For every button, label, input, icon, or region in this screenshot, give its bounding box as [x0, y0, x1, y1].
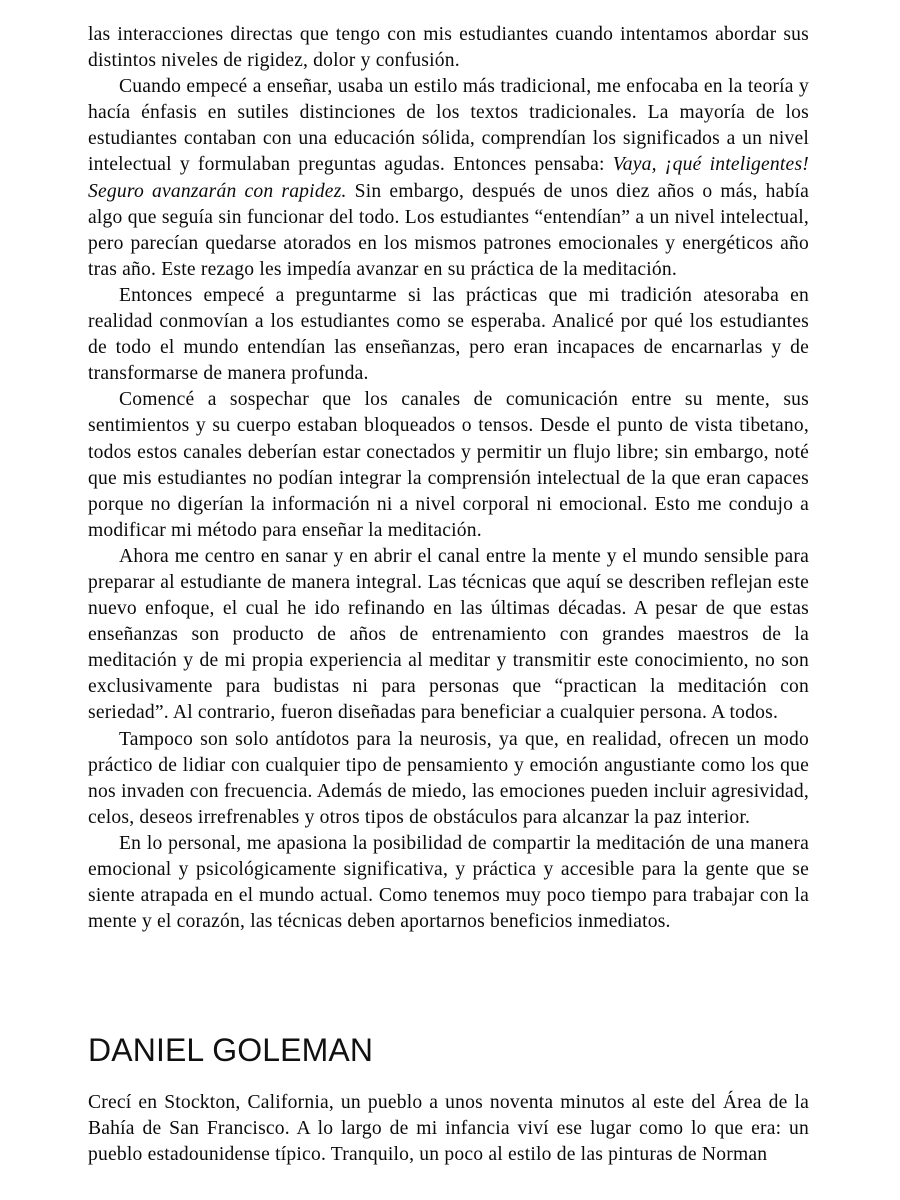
paragraph [88, 831, 809, 935]
paragraph [88, 1090, 809, 1168]
text-run: Tampoco son solo antídotos para la neurosis, ya que, en realidad, ofrecen un modo práctico de lidiar con cualquier tipo de pensamiento y emoción angustiante como los que nos invaden con frecuencia. Además de miedo, las emociones pueden incluir agresividad, celos, deseos irrefrenables y otros tipos de obstáculos para alcanzar la paz interior. [88, 728, 809, 828]
section-heading-wrapper [88, 1034, 373, 1066]
paragraph [88, 283, 809, 387]
paragraph [88, 74, 809, 283]
text-run: Ahora me centro en sanar y en abrir el canal entre la mente y el mundo sensible para preparar al estudiante de manera integral. Las técnicas que aquí se describen reflejan este nuevo enfoque, el cual he ido refinando en las últimas décadas. A pesar de que estas enseñanzas son producto de años de entrenamiento con grandes maestros de la meditación y de mi propia experiencia al meditar y transmitir este conocimiento, no son exclusivamente para budistas ni para personas que “practican la meditación con seriedad”. Al contrario, fueron diseñadas para beneficiar a cualquier persona. A todos. [88, 545, 809, 724]
text-run: las interacciones directas que tengo con mis estudiantes cuando intentamos abordar sus distintos niveles de rigidez, dolor y confusión. [88, 24, 809, 72]
text-run: Sin embargo, después de unos diez años o más, había algo que seguía sin funcionar del todo. Los estudiantes “entendían” a un nivel intelectual, pero parecían quedarse atorados en los mismos patrones emocionales y energéticos año tras año. Este rezago les impedía avanzar en su práctica de la meditación. [88, 180, 809, 280]
closing-text-column [88, 1090, 809, 1168]
text-run: En lo personal, me apasiona la posibilidad de compartir la meditación de una manera emocional y psicológicamente significativa, y práctica y accesible para la gente que se siente atrapada en el mundo actual. Como tenemos muy poco tiempo para trabajar con la mente y el corazón, las técnicas deben aportarnos beneficios inmediatos. [88, 832, 809, 933]
text-run: Crecí en Stockton, California, un pueblo a unos noventa minutos al este del Área de la Bahía de San Francisco. A lo largo de mi infancia viví ese lugar como lo que era: un pueblo estadounidense típico. Tranquilo, un poco al estilo de las pinturas de Norman [88, 1092, 809, 1166]
paragraph [88, 22, 809, 74]
text-run: Cuando empecé a enseñar, usaba un estilo más tradicional, me enfocaba en la teoría y hacía énfasis en sutiles distinciones de los textos tradicionales. La mayoría de los estudiantes contaban con una educación sólida, comprendían los significados a un nivel intelectual y formulaban preguntas agudas. Entonces pensaba: [88, 76, 809, 176]
paragraph [88, 387, 809, 544]
text-run: Comencé a sospechar que los canales de comunicación entre su mente, sus sentimientos y su cuerpo estaban bloqueados o tensos. Desde el punto de vista tibetano, todos estos canales deberían estar conectados y permitir un flujo libre; sin embargo, noté que mis estudiantes no podían integrar la comprensión intelectual de la que eran capaces porque no digerían la información ni a nivel corporal ni emocional. Esto me condujo a modificar mi método para enseñar la meditación. [88, 389, 809, 541]
italic-run: Vaya, ¡qué inteligentes! Seguro avanzarán con rapidez. [88, 154, 809, 202]
paragraph [88, 727, 809, 831]
paragraph [88, 544, 809, 727]
body-text-column [88, 22, 809, 935]
text-run: Entonces empecé a preguntarme si las prácticas que mi tradición atesoraba en realidad conmovían a los estudiantes como se esperaba. Analicé por qué los estudiantes de todo el mundo entendían las enseñanzas, pero eran incapaces de encarnarlas y de transformarse de manera profunda. [88, 284, 809, 385]
section-heading: DANIEL GOLEMAN [88, 1032, 374, 1068]
